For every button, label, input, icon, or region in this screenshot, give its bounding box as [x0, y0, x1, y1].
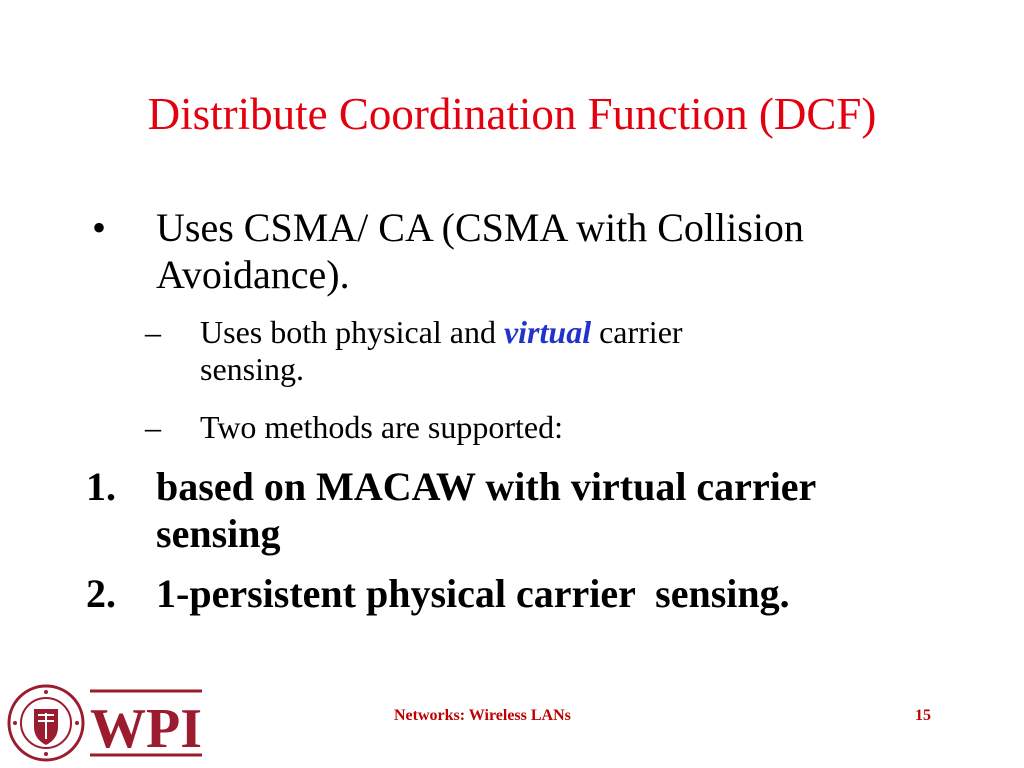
wpi-logo-text: WPI	[90, 698, 202, 760]
slide-title: Distribute Coordination Function (DCF)	[147, 89, 877, 139]
numbered-item-macaw	[156, 463, 816, 557]
numbered-line-2: sensing	[156, 511, 281, 556]
sub-bullet-carrier-sensing	[200, 314, 683, 388]
bullet-line-2: Avoidance).	[156, 252, 350, 297]
number-marker: 1.	[86, 464, 116, 509]
page-number: 15	[915, 707, 931, 724]
sub-bullet-text-before: Uses both physical and	[200, 314, 504, 350]
sub-bullet-line-2: sensing.	[200, 351, 304, 387]
bullet-marker: •	[92, 205, 107, 250]
sub-bullet-two-methods: Two methods are supported:	[200, 409, 564, 445]
wpi-logo	[6, 683, 216, 763]
number-marker: 2.	[86, 571, 116, 616]
sub-bullet-line-1	[200, 314, 683, 351]
sub-bullet-marker: –	[145, 409, 161, 445]
footer-course-title: Networks: Wireless LANs	[394, 707, 571, 724]
sub-bullet-text-after: carrier	[591, 314, 683, 350]
sub-bullet-marker: –	[145, 314, 161, 350]
numbered-line-1: based on MACAW with virtual carrier	[156, 464, 817, 509]
wpi-seal-icon	[6, 683, 216, 763]
bullet-line-1: Uses CSMA/ CA (CSMA with Collision	[156, 205, 804, 250]
numbered-item-persistent: 1-persistent physical carrier sensing.	[156, 571, 790, 616]
emphasis-virtual: virtual	[503, 314, 592, 350]
bullet-item-csma	[156, 204, 804, 298]
